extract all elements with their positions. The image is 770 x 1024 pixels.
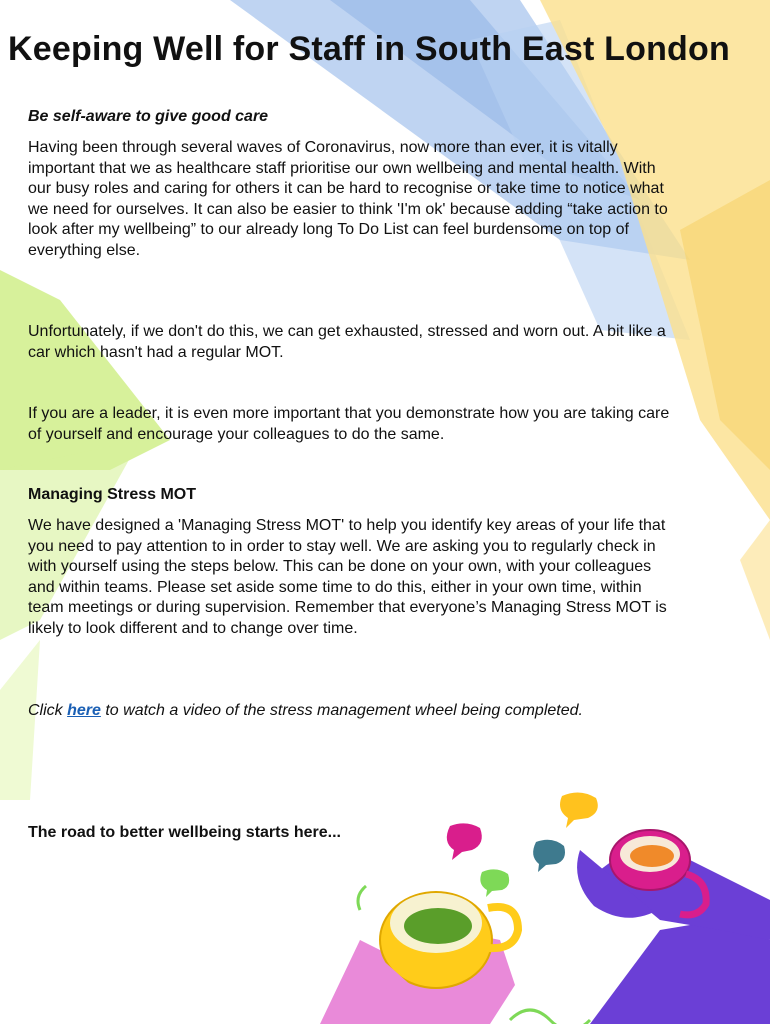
speech-bubble-icon — [560, 792, 598, 828]
mot-heading: Managing Stress MOT — [28, 486, 197, 503]
video-prefix: Click — [28, 702, 68, 719]
intro-paragraph-1: Having been through several waves of Coronavirus, now more than ever, it is vitally important that we as healthcare staff prioritise our own wellbeing and mental health. With our busy roles and caring for others it can be hard to recognise or take time to notice what we need for ourselves. It can also be easier to think 'I'm ok' because adding “take action to look after my wellbeing” to our already long To Do List can feel burdensome on top of everything else. — [28, 139, 668, 259]
page-title: Keeping Well for Staff in South East London — [8, 30, 730, 68]
left-hand-cup — [320, 892, 518, 1024]
speech-bubble-icon — [480, 869, 509, 897]
speech-bubble-icon — [447, 823, 482, 860]
mot-paragraph: We have designed a 'Managing Stress MOT' to help you identify key areas of your life that you need to pay attention to in order to stay well. We are asking you to regularly check in with yourself using the steps below. This can be done on your own, with your colleagues and within teams. Please set aside some time to do this, either in your own time, within team meetings or during supervision. Remember that everyone’s Managing Stress MOT is likely to look different and to change over time. — [28, 517, 667, 637]
speech-bubble-icon — [533, 840, 565, 872]
right-hand-cup — [577, 830, 770, 1024]
video-link[interactable]: here — [67, 702, 101, 719]
video-line — [28, 701, 678, 722]
intro-subheading: Be self-aware to give good care — [28, 108, 269, 125]
hands-with-cups-illustration — [300, 790, 770, 1024]
video-suffix: to watch a video of the stress management wheel being completed. — [100, 702, 583, 719]
intro-paragraph-3: If you are a leader, it is even more important that you demonstrate how you are taking care of yourself and encourage your colleagues to do the same. — [28, 405, 670, 443]
footer-tagline: The road to better wellbeing starts here... — [28, 824, 341, 841]
intro-paragraph-2: Unfortunately, if we don't do this, we can get exhausted, stressed and worn out. A bit like a car which hasn't had a regular MOT. — [28, 323, 666, 361]
